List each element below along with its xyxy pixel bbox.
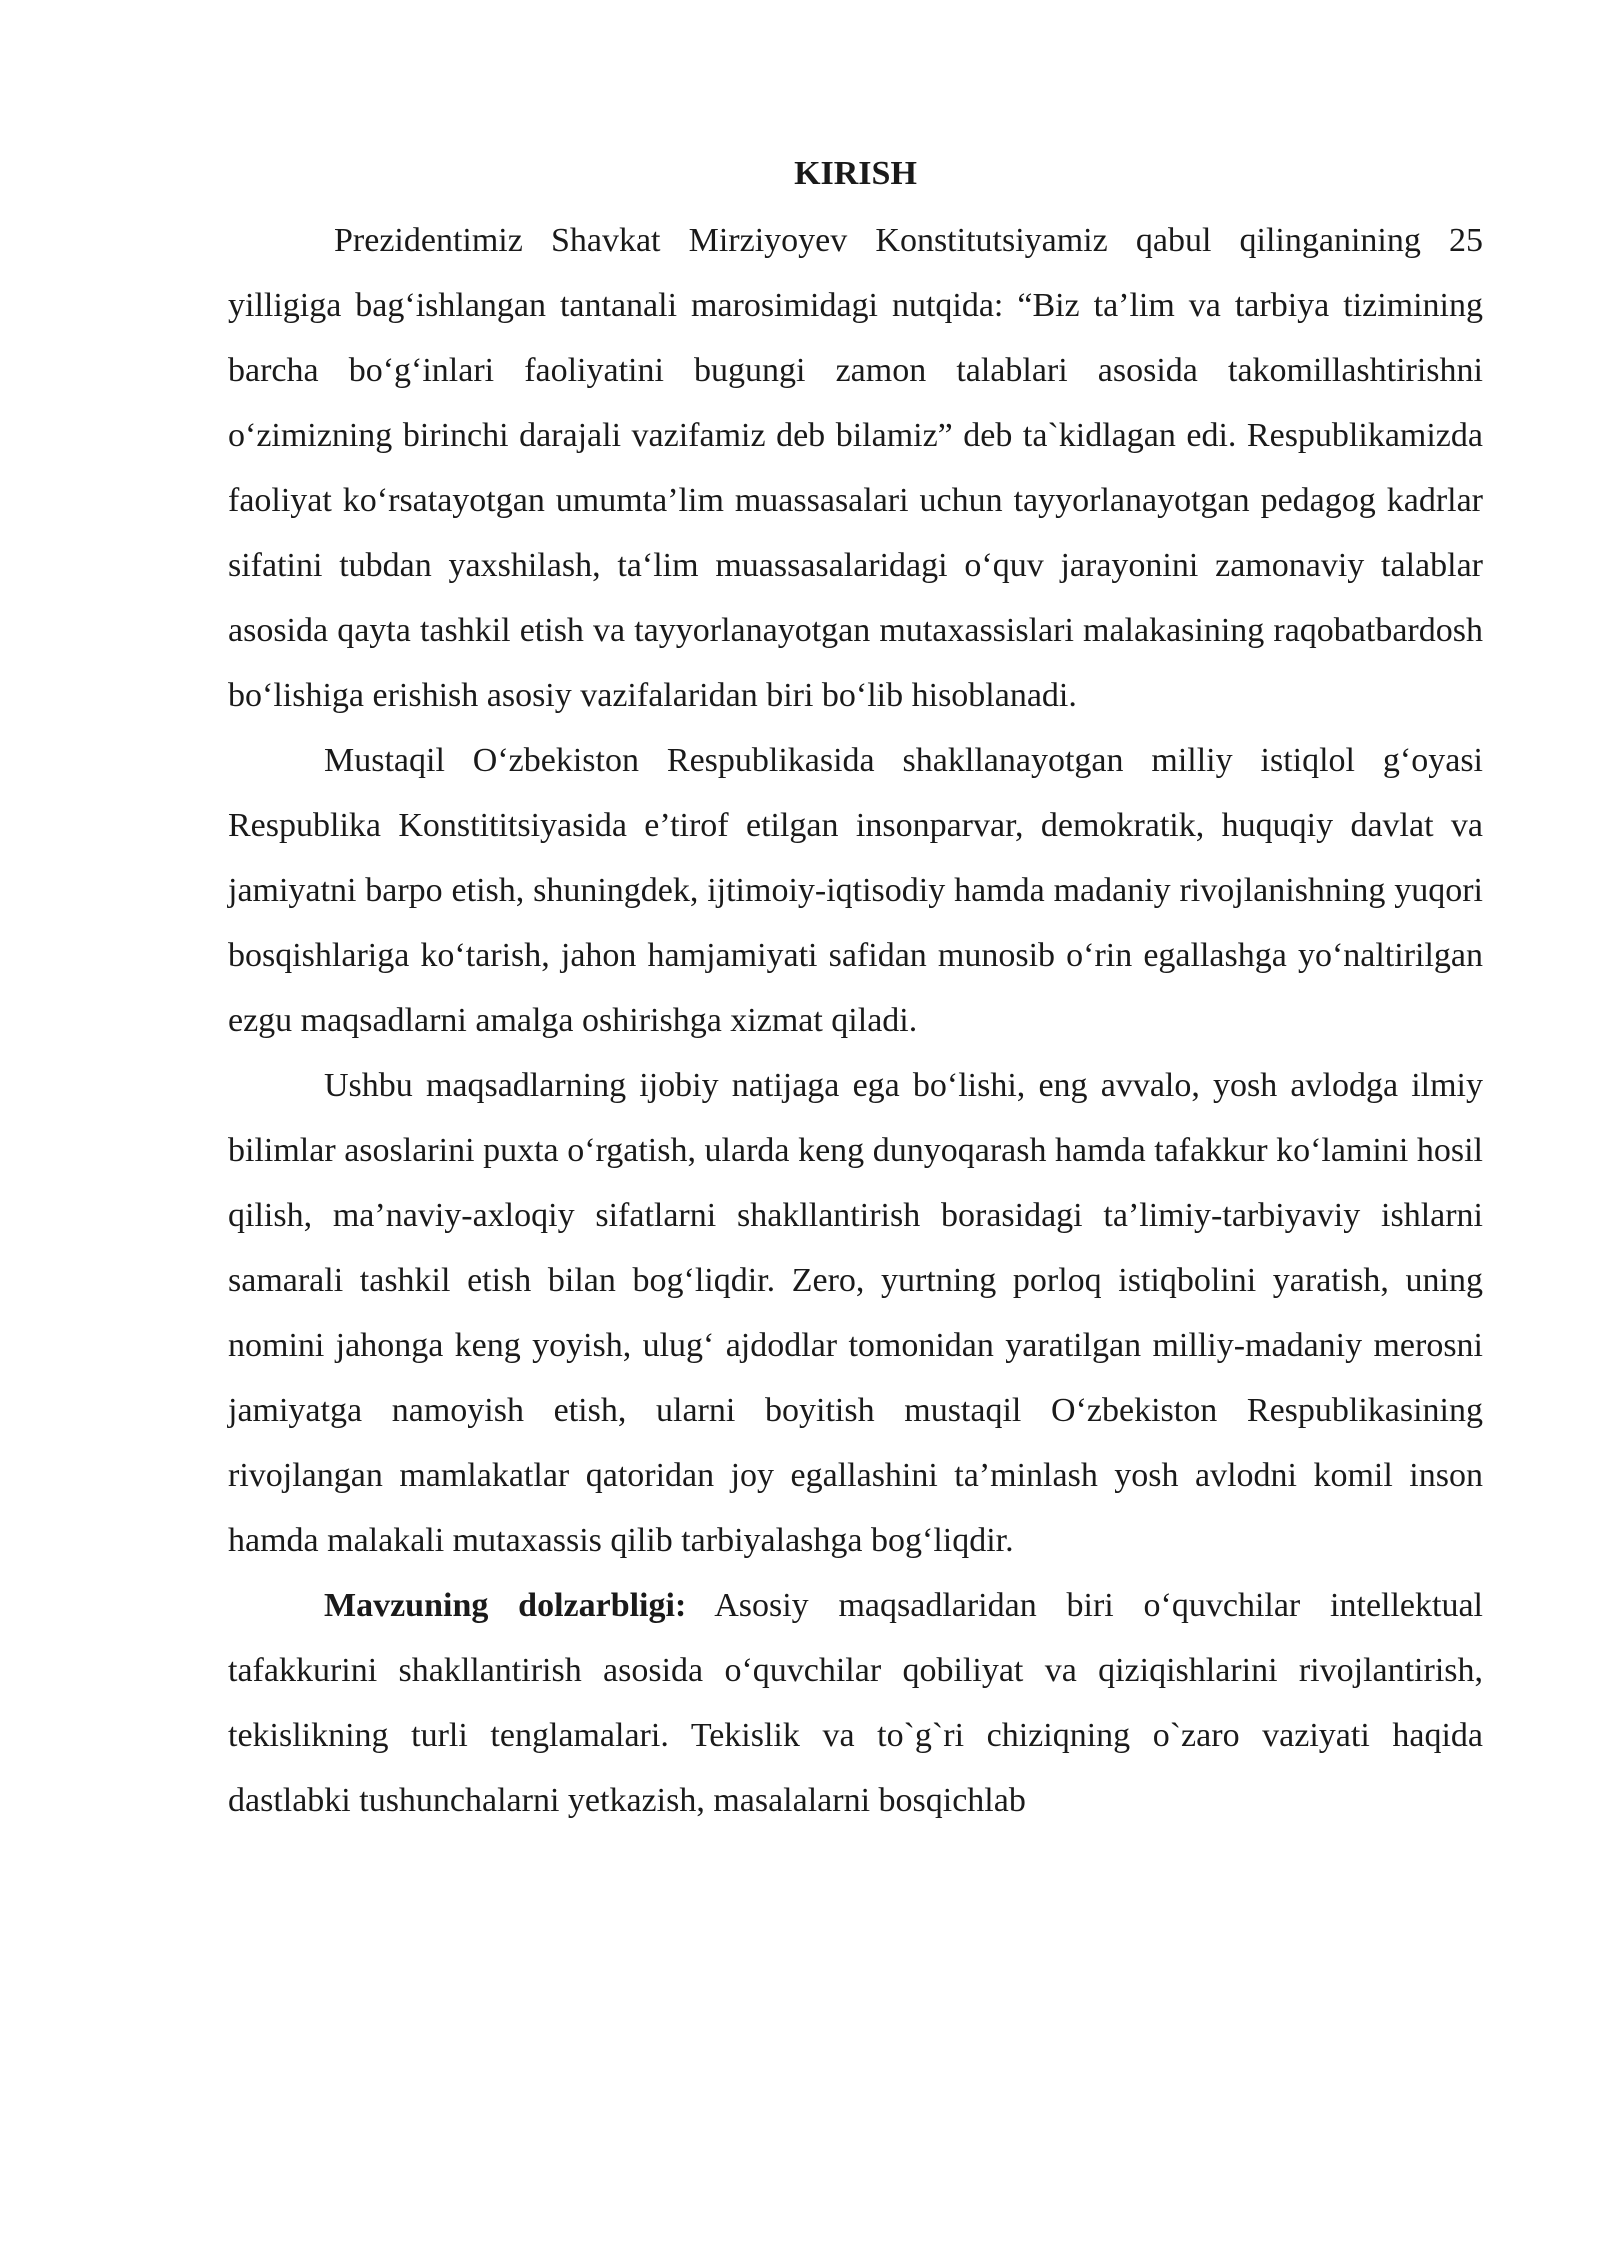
paragraph-goals bbox=[228, 1053, 1483, 1573]
paragraph-relevance bbox=[228, 1573, 1483, 1833]
paragraph-text: Asosiy maqsadlaridan biri o‘quvchilar intellektual tafakkurini shakllantirish asosida o‘quvchilar qobiliyat va qiziqishlarini rivojlantirish, tekislikning turli tenglamalari. Tekislik va to`g`ri chiziqning o`zaro vaziyati haqida dastlabki tushunchalarni yetkazish, masalalarni bosqichlab bbox=[228, 1587, 1484, 1819]
relevance-lead: Mavzuning dolzarbligi: bbox=[324, 1587, 687, 1624]
paragraph-text: Prezidentimiz Shavkat Mirziyoyev Konstitutsiyamiz qabul qilinganining 25 yilligiga bag‘ishlangan tantanali marosimidagi nutqida: “Biz ta’lim va tarbiya tizimining barcha bo‘g‘inlari faoliyatini bugungi zamon talablari asosida takomillashtirishni o‘zimizning birinchi darajali vazifamiz deb bilamiz” deb ta`kidlagan edi. Respublikamizda faoliyat ko‘rsatayotgan umumta’lim muassasalari uchun tayyorlanayotgan pedagog kadrlar sifatini tubdan yaxshilash, ta‘lim muassasalaridagi o‘quv jarayonini zamonaviy talablar asosida qayta tashkil etish va tayyorlanayotgan mutaxassislari malakasining raqobatbardosh bo‘lishiga erishish asosiy vazifalaridan biri bo‘lib hisoblanadi. bbox=[228, 222, 1483, 714]
paragraph-text: Mustaqil O‘zbekiston Respublikasida shakllanayotgan milliy istiqlol g‘oyasi Respublika Konstititsiyasida e’tirof etilgan insonparvar, demokratik, huquqiy davlat va jamiyatni barpo etish, shuningdek, ijtimoiy-iqtisodiy hamda madaniy rivojlanishning yuqori bosqishlariga ko‘tarish, jahon hamjamiyati safidan munosib o‘rin egallashga yo‘naltirilgan ezgu maqsadlarni amalga oshirishga xizmat qiladi. bbox=[228, 742, 1483, 1039]
paragraph-text: Ushbu maqsadlarning ijobiy natijaga ega bo‘lishi, eng avvalo, yosh avlodga ilmiy bilimlar asoslarini puxta o‘rgatish, ularda keng dunyoqarash hamda tafakkur ko‘lamini hosil qilish, ma’naviy-axloqiy sifatlarni shakllantirish borasidagi ta’limiy-tarbiyaviy ishlarni samarali tashkil etish bilan bog‘liqdir. Zero, yurtning porloq istiqbolini yaratish, uning nomini jahonga keng yoyish, ulug‘ ajdodlar tomonidan yaratilgan milliy-madaniy merosni jamiyatga namoyish etish, ularni boyitish mustaqil O‘zbekiston Respublikasining rivojlangan mamlakatlar qatoridan joy egallashini ta’minlash yosh avlodni komil inson hamda malakali mutaxassis qilib tarbiyalashga bog‘liqdir. bbox=[228, 1067, 1483, 1559]
paragraph-intro bbox=[228, 208, 1483, 728]
page-title: KIRISH bbox=[794, 155, 917, 192]
paragraph-independence bbox=[228, 728, 1483, 1053]
document-body bbox=[228, 146, 1483, 1833]
